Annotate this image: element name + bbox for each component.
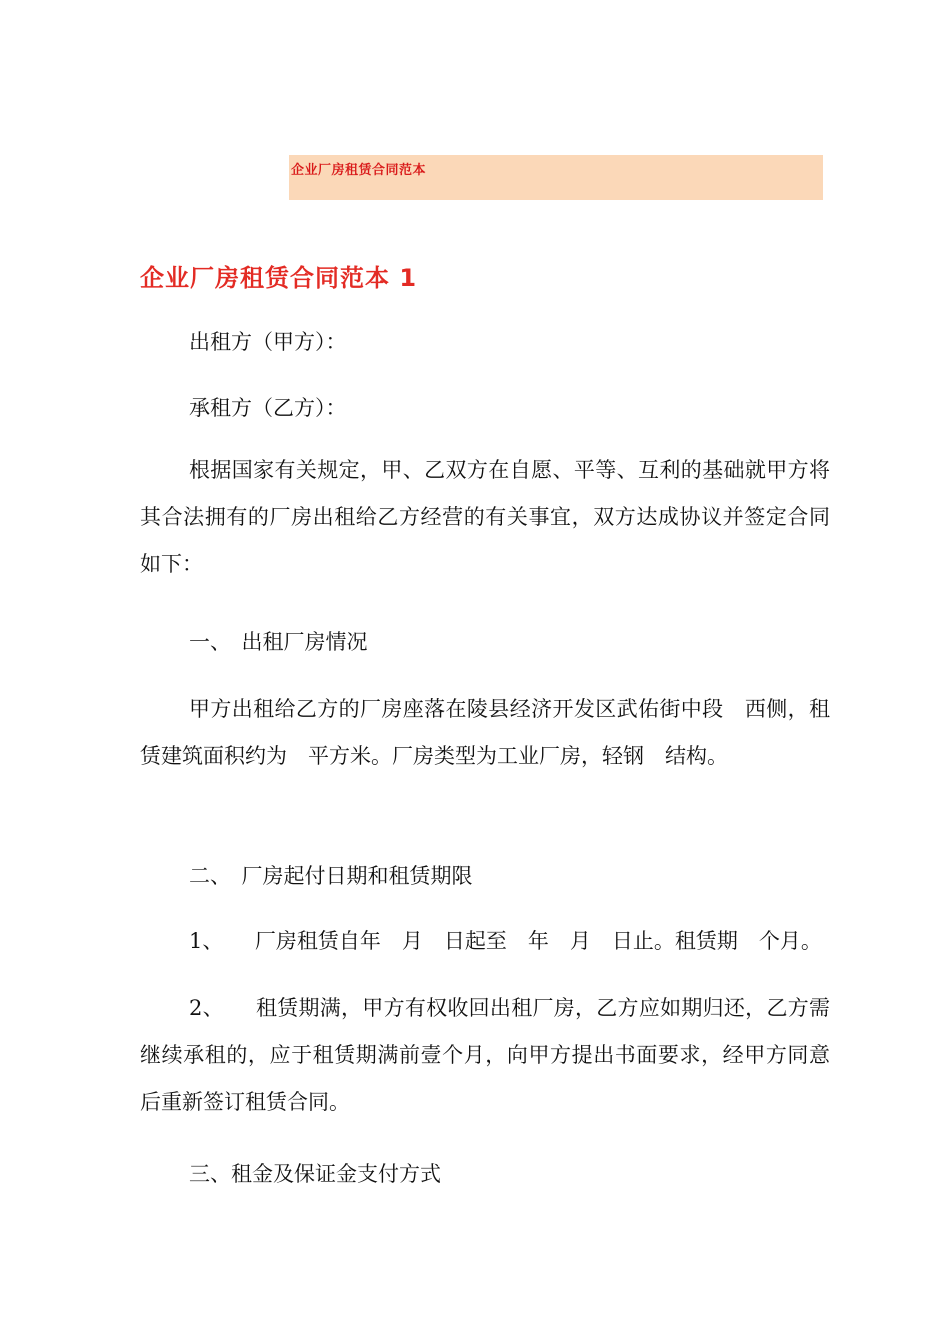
intro-paragraph: 根据国家有关规定，甲、乙双方在自愿、平等、互利的基础就甲方将其合法拥有的厂房出租给乙方经营的有关事宜，双方达成协议并签定合同如下： (140, 458, 830, 576)
header-banner (289, 155, 823, 200)
section3-heading: 三、租金及保证金支付方式 (189, 1162, 441, 1186)
section1-paragraph: 甲方出租给乙方的厂房座落在陵县经济开发区武佑街中段 西侧，租赁建筑面积约为 平方米。厂房类型为工业厂房，轻钢 结构。 (140, 697, 830, 768)
banner-title: 企业厂房租赁合同范本 (291, 163, 427, 178)
section2-heading: 二、 厂房起付日期和租赁期限 (189, 864, 473, 888)
section2-item1: 1、 厂房租赁自年 月 日起至 年 月 日止。租赁期 个月。 (189, 929, 822, 953)
lessee-line: 承租方（乙方）： (189, 396, 347, 420)
section2-item2: 2、 租赁期满，甲方有权收回出租厂房，乙方应如期归还，乙方需继续承租的，应于租赁期满前壹个月，向甲方提出书面要求，经甲方同意后重新签订租赁合同。 (140, 996, 830, 1114)
document-title: 企业厂房租赁合同范本 1 (140, 264, 418, 292)
lessor-line: 出租方（甲方）： (189, 330, 347, 354)
section1-heading: 一、 出租厂房情况 (189, 630, 368, 654)
